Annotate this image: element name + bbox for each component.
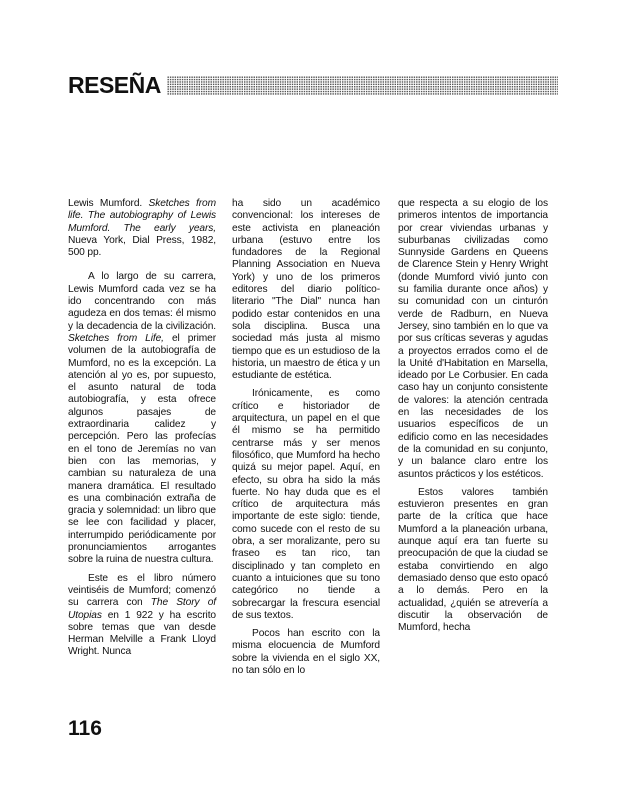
reference-book-title: Sketches from life. The autobiography of Lewis Mumford. The early years, xyxy=(68,198,217,234)
paragraph xyxy=(68,271,216,566)
paragraph: Irónicamente, es como crítico e historiador de arquitectura, un papel en el que él mismo se ha permitido centrarse más y ser menos filosófico, que Mumford ha hecho quizá su mejor papel. Aquí, en efecto, su obra ha sido la más fuerte. No hay duda que es el crítico de arquitectura más importante de este siglo: tiende, como sucede con el resto de su obra, a ser moralizante, pero su fraseo es tan rico, tan disciplinado y tan completo en cuanto a intuiciones que su tono categórico no tiende a sobrecargar la frescura esencial de sus textos. xyxy=(232,388,380,621)
paragraph: que respecta a su elogio de los primeros intentos de importancia por crear viviendas urbanas y suburbanas civilizadas como Sunnyside Gardens en Queens de Clarence Stein y Henry Wright (donde Mumford vivió junto con su familia durante once años) y su comunidad con un cinturón verde de Radburn, en Nueva Jersey, sino también en lo que va por sus críticas severas y agudas a proyectos errados como el de la Unité d'Habitation en Marsella, ideado por Le Corbusier. En cada caso hay un conjunto consistente de valores: la atención centrada en las necesidades de los usuarios específicos de un edificio como en las necesidades de la comunidad en su conjunto, y un balance claro entre los asuntos prácticos y los estéticos. xyxy=(398,198,548,480)
column-1 xyxy=(68,198,216,659)
reference-author: Lewis Mumford. xyxy=(68,198,149,209)
page-number: 116 xyxy=(68,717,102,740)
paragraph-text: en 1 922 y ha escrito sobre temas que van desde Herman Melville a Frank Lloyd Wright. Nunca xyxy=(68,609,216,658)
book-reference xyxy=(68,198,216,259)
paragraph-text: el primer volumen de la autobiografía de Mumford, no es la excepción. La atención al yo es, por supuesto, el asunto natural de toda autobiografía, y esta ofrece algunos pasajes de extraordinaria calidez y percepción. Pero las profecías en el tono de Jeremías no van bien con las memorias, y cambian su naturaleza de una manera dramática. El resultado es una combinación extraña de gracia y solemnidad: un libro que se lee con facilidad y placer, interrumpido periódicamente por pronunciamientos arrogantes sobre la ruina de nuestra cultura. xyxy=(68,332,216,566)
column-3 xyxy=(398,198,548,634)
paragraph xyxy=(68,573,216,659)
paragraph-text: Este es el libro número veintiséis de Mumford; comenzó su carrera con xyxy=(68,572,216,609)
paragraph-text: A lo largo de su carrera, Lewis Mumford cada vez se ha ido concentrando con más agudeza en dos temas: él mismo y la decadencia de la civilización. xyxy=(68,271,216,332)
paragraph: Estos valores también estuvieron presentes en gran parte de la crítica que hace Mumford a la planeación urbana, aunque aquí era tan fuerte su preocupación de que la ciudad se estaba convirtiendo en algo demasiado denso que esto opacó a lo demás. Pero en la actualidad, ¿quién se atrevería a discutir la observación de Mumford, hecha xyxy=(398,486,548,634)
reference-publisher: Nueva York, Dial Press, 1982, 500 pp. xyxy=(68,234,216,259)
column-2 xyxy=(232,198,380,677)
book-title-italic: The Story of Utopias xyxy=(68,597,216,621)
section-header xyxy=(68,71,558,97)
paragraph: Pocos han escrito con la misma elocuencia de Mumford sobre la vivienda en el siglo XX, no tan sólo en lo xyxy=(232,628,380,676)
book-title-italic: Sketches from Life, xyxy=(68,332,164,344)
section-title: RESEÑA xyxy=(68,72,161,98)
header-dotted-bar xyxy=(167,76,558,95)
paragraph: ha sido un académico convencional: los intereses de este activista en planeación urbana (estuvo entre los fundadores de la Regional Planning Association en Nueva York) y uno de los primeros editores del diario político-literario "The Dial" nunca han podido estar contenidos en una sola disciplina. Busca una sociedad más justa al mismo tiempo que es un estudioso de la historia, un maestro de ética y un estudiante de estética. xyxy=(232,198,380,382)
